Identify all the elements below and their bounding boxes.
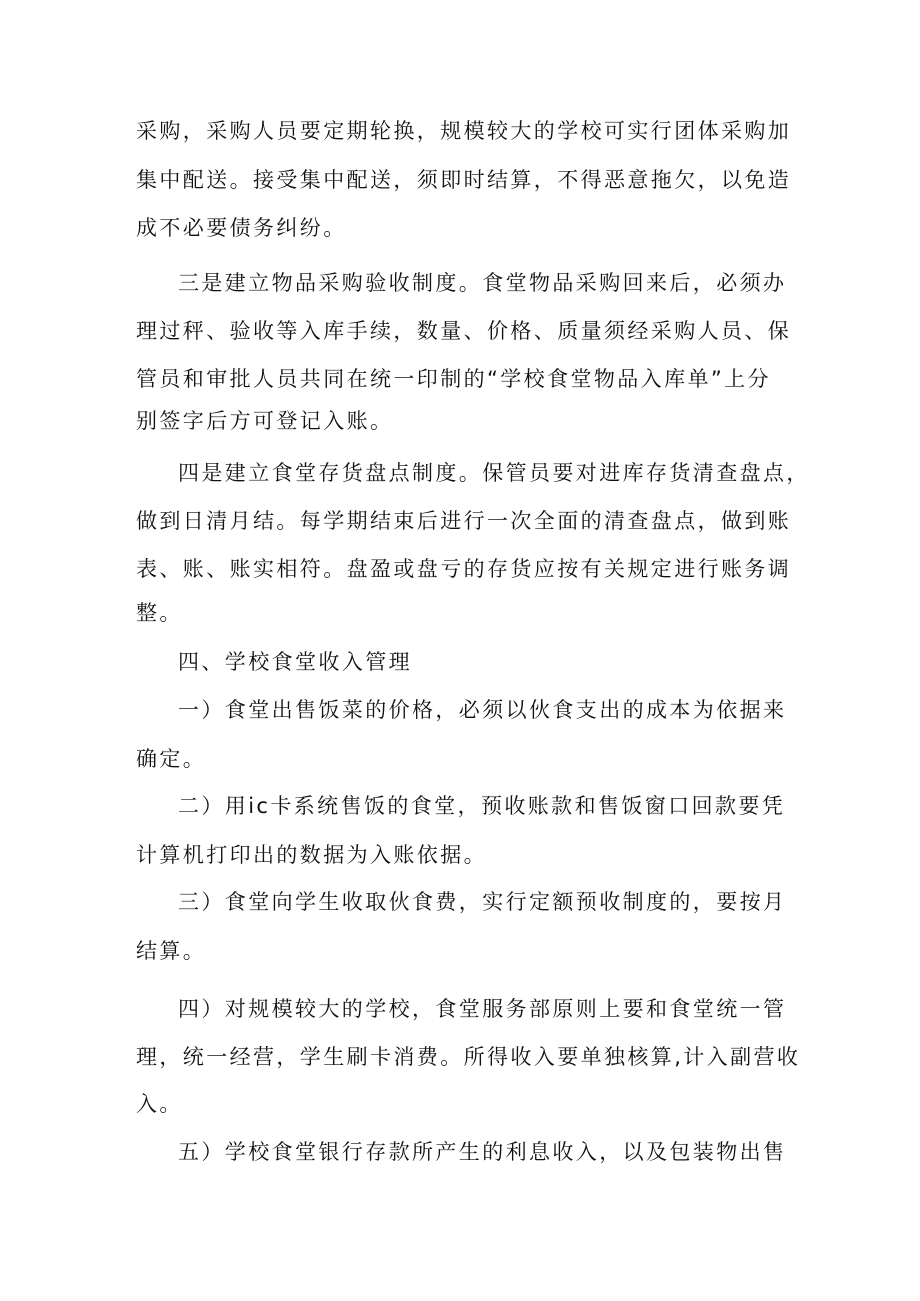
paragraph-line: 成不必要债务纠纷。 xyxy=(136,216,347,240)
paragraph-line: 理，统一经营，学生刷卡消费。所得收入要单独核算,计入副营收 xyxy=(136,1045,801,1069)
paragraph-line: 计算机打印出的数据为入账依据。 xyxy=(136,843,487,867)
paragraph-line: 五）学校食堂银行存款所产生的利息收入，以及包装物出售 xyxy=(178,1140,787,1164)
paragraph-line: 一）食堂出售饭菜的价格，必须以伙食支出的成本为依据来 xyxy=(178,698,787,722)
paragraph-line: 确定。 xyxy=(136,747,207,771)
paragraph-line: 理过秤、验收等入库手续，数量、价格、质量须经采购人员、保 xyxy=(136,319,792,343)
paragraph-line: 二）用ic卡系统售饭的食堂，预收账款和售饭窗口回款要凭 xyxy=(178,794,786,818)
paragraph-line: 管员和审批人员共同在统一印制的“学校食堂物品入库单”上分 xyxy=(136,367,771,391)
paragraph-line: 别签字后方可登记入账。 xyxy=(136,409,394,433)
paragraph-line: 入。 xyxy=(136,1092,183,1116)
section-heading: 四、学校食堂收入管理 xyxy=(178,650,412,674)
paragraph-line: 集中配送。接受集中配送，须即时结算，不得恶意拖欠，以免造 xyxy=(136,168,792,192)
paragraph-line: 三）食堂向学生收取伙食费，实行定额预收制度的，要按月 xyxy=(178,890,787,914)
paragraph-line: 结算。 xyxy=(136,939,207,963)
paragraph-line: 三是建立物品采购验收制度。食堂物品采购回来后，必须办 xyxy=(178,271,787,295)
paragraph-line: 表、账、账实相符。盘盈或盘亏的存货应按有关规定进行账务调 xyxy=(136,557,792,581)
paragraph-line: 四）对规模较大的学校，食堂服务部原则上要和食堂统一管 xyxy=(178,997,787,1021)
paragraph-line: 整。 xyxy=(136,601,183,625)
paragraph-line: 做到日清月结。每学期结束后进行一次全面的清查盘点，做到账 xyxy=(136,509,792,533)
paragraph-line: 采购，采购人员要定期轮换，规模较大的学校可实行团体采购加 xyxy=(136,119,792,143)
paragraph-line: 四是建立食堂存货盘点制度。保管员要对进库存货清查盘点， xyxy=(178,461,810,485)
